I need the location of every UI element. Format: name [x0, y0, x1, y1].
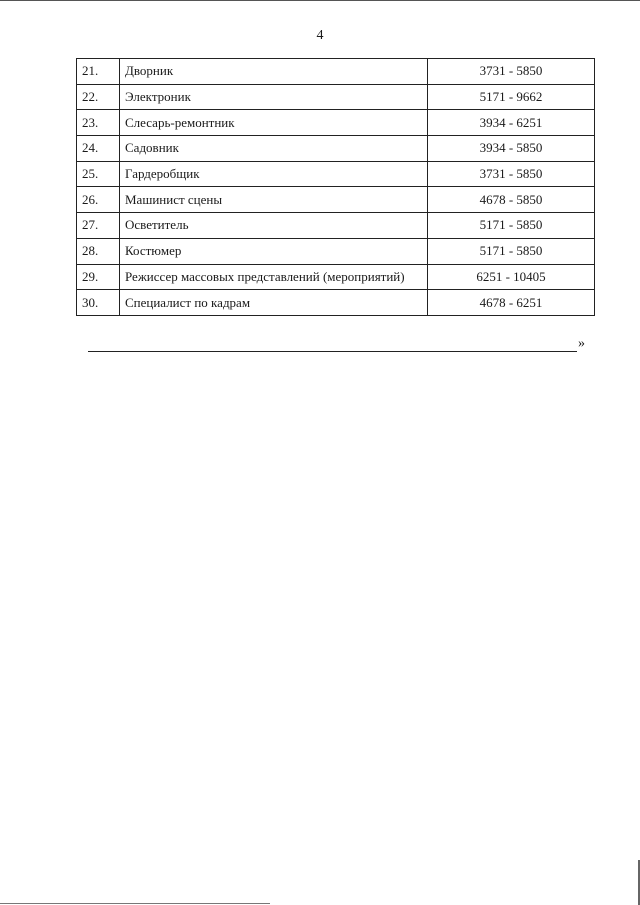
table-row [77, 238, 595, 264]
table-row [77, 290, 595, 316]
row-number: 28. [77, 238, 120, 264]
position-title: Слесарь-ремонтник [120, 110, 428, 136]
position-title: Гардеробщик [120, 161, 428, 187]
salary-table [76, 58, 595, 316]
row-number: 26. [77, 187, 120, 213]
table-row [77, 161, 595, 187]
page-number: 4 [316, 28, 324, 43]
salary-range: 5171 - 5850 [428, 238, 595, 264]
salary-range: 4678 - 5850 [428, 187, 595, 213]
salary-range: 3934 - 5850 [428, 136, 595, 162]
table-row [77, 59, 595, 85]
salary-range: 5171 - 9662 [428, 84, 595, 110]
row-number: 21. [77, 59, 120, 85]
position-title: Садовник [120, 136, 428, 162]
position-title: Дворник [120, 59, 428, 85]
row-number: 22. [77, 84, 120, 110]
scan-edge-top [0, 0, 640, 1]
position-title: Машинист сцены [120, 187, 428, 213]
position-title: Костюмер [120, 238, 428, 264]
closing-quote: » [578, 336, 585, 351]
salary-range: 4678 - 6251 [428, 290, 595, 316]
row-number: 27. [77, 213, 120, 239]
row-number: 23. [77, 110, 120, 136]
row-number: 30. [77, 290, 120, 316]
row-number: 25. [77, 161, 120, 187]
salary-range: 3934 - 6251 [428, 110, 595, 136]
position-title: Специалист по кадрам [120, 290, 428, 316]
table-row [77, 264, 595, 290]
row-number: 24. [77, 136, 120, 162]
salary-range: 3731 - 5850 [428, 161, 595, 187]
salary-range: 6251 - 10405 [428, 264, 595, 290]
scan-edge-bottom [0, 903, 270, 904]
position-title: Режиссер массовых представлений (мероприятий) [120, 264, 428, 290]
table-row [77, 136, 595, 162]
position-title: Осветитель [120, 213, 428, 239]
salary-range: 5171 - 5850 [428, 213, 595, 239]
salary-range: 3731 - 5850 [428, 59, 595, 85]
table-row [77, 84, 595, 110]
table-row [77, 213, 595, 239]
table-row [77, 187, 595, 213]
table-row [77, 110, 595, 136]
position-title: Электроник [120, 84, 428, 110]
closing-underline [88, 351, 577, 352]
row-number: 29. [77, 264, 120, 290]
